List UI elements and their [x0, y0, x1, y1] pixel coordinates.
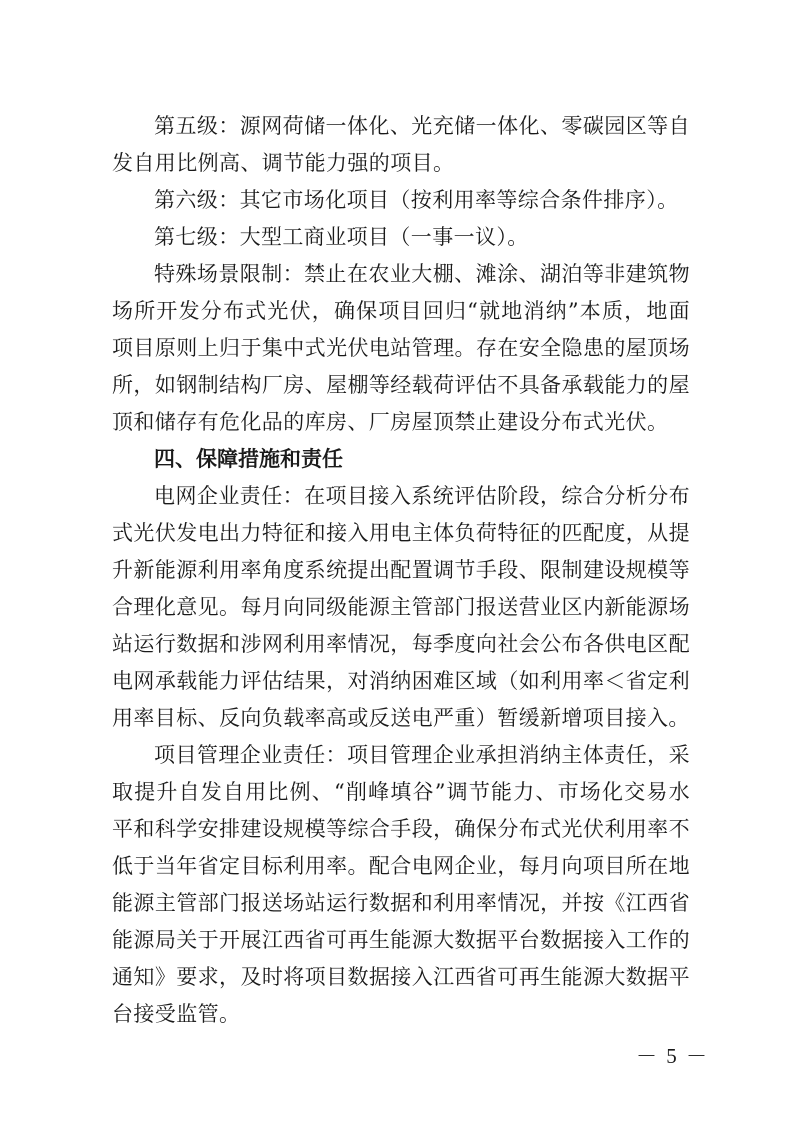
paragraph-level-six: 第六级：其它市场化项目（按利用率等综合条件排序）。 — [154, 188, 679, 212]
paragraph-level-five: 第五级：源网荷储一体化、光充储一体化、零碳园区等自发自用比例高、调节能力强的项目。 — [112, 114, 690, 175]
paragraph-project-responsibility: 项目管理企业责任：项目管理企业承担消纳主体责任，采取提升自发自用比例、“削峰填谷”调节能力、市场化交易水平和科学安排建设规模等综合手段，确保分布式光伏利用率不低于当年省定目标利用率。配合电网企业，每月向项目所在地能源主管部门报送场站运行数据和利用率情况，并按《江西省能源局关于开展江西省可再生能源大数据平台数据接入工作的通知》要求，及时将项目数据接入江西省可再生能源大数据平台接受监管。 — [112, 743, 690, 1026]
paragraph-grid-responsibility: 电网企业责任：在项目接入系统评估阶段，综合分析分布式光伏发电出力特征和接入用电主体负荷特征的匹配度，从提升新能源利用率角度系统提出配置调节手段、限制建设规模等合理化意见。每月向同级能源主管部门报送营业区内新能源场站运行数据和涉网利用率情况，每季度向社会公布各供电区配电网承载能力评估结果，对消纳困难区域（如利用率＜省定利用率目标、反向负载率高或反送电严重）暂缓新增项目接入。 — [112, 484, 690, 730]
paragraph-level-seven: 第七级：大型工商业项目（一事一议）。 — [154, 225, 529, 249]
document-body — [112, 108, 690, 1033]
section-heading-measures: 四、保障措施和责任 — [154, 447, 343, 471]
page-number: － 5 － — [636, 1044, 709, 1068]
paragraph-special-scenario: 特殊场景限制：禁止在农业大棚、滩涂、湖泊等非建筑物场所开发分布式光伏，确保项目回归“就地消纳”本质，地面项目原则上归于集中式光伏电站管理。存在安全隐患的屋顶场所，如钢制结构厂房、屋棚等经载荷评估不具备承载能力的屋顶和储存有危化品的库房、厂房屋顶禁止建设分布式光伏。 — [112, 262, 690, 434]
